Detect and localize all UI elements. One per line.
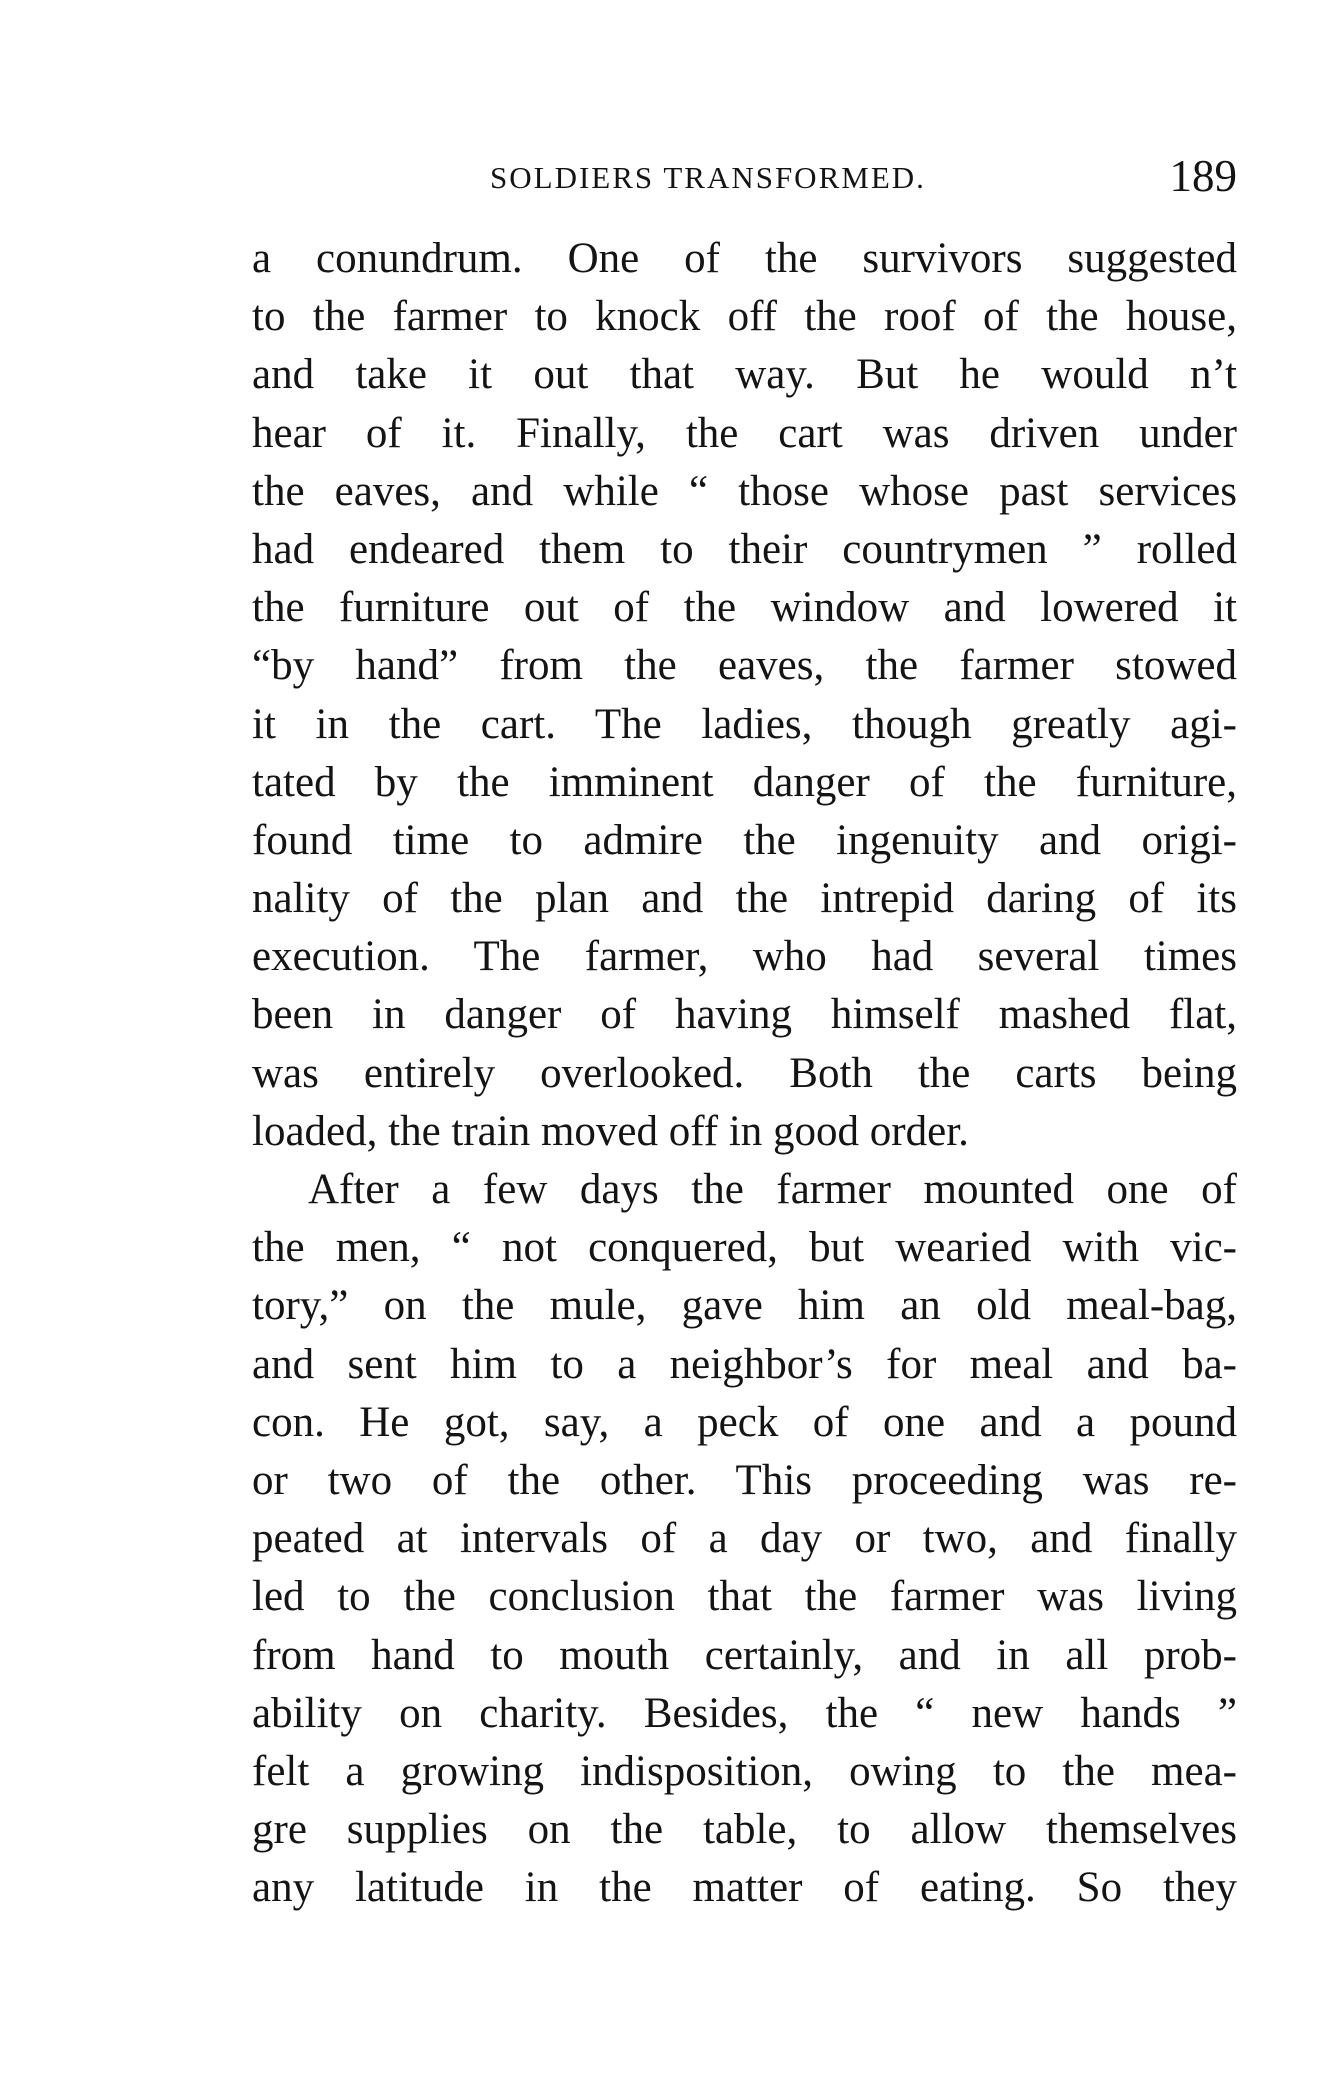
text-line: to the farmer to knock off the roof of the house, (252, 293, 1237, 341)
text-line: tated by the imminent danger of the furniture, (252, 758, 1237, 806)
text-line: tory,” on the mule, gave him an old meal-bag, (252, 1282, 1237, 1330)
text-line: nality of the plan and the intrepid daring of its (252, 875, 1237, 923)
text-line: hear of it. Finally, the cart was driven under (252, 409, 1237, 457)
text-line: any latitude in the matter of eating. So they (252, 1864, 1237, 1912)
text-line: After a few days the farmer mounted one of (308, 1166, 1237, 1213)
text-line: the eaves, and while “ those whose past services (252, 467, 1237, 515)
running-head (252, 150, 1237, 210)
text-line: execution. The farmer, who had several times (252, 933, 1237, 981)
text-line: was entirely overlooked. Both the carts being (252, 1049, 1237, 1097)
running-title: SOLDIERS TRANSFORMED. (490, 160, 926, 195)
text-line: ability on charity. Besides, the “ new hands ” (252, 1689, 1237, 1737)
text-line: and take it out that way. But he would n’t (252, 351, 1237, 399)
text-line: led to the conclusion that the farmer was living (252, 1573, 1237, 1621)
paragraph-2 (252, 1161, 1237, 1917)
text-line: been in danger of having himself mashed flat, (252, 991, 1237, 1039)
text-line: loaded, the train moved off in good order. (252, 1107, 969, 1155)
text-line: or two of the other. This proceeding was re- (252, 1456, 1237, 1504)
body-text (252, 230, 1237, 1917)
page-number: 189 (1169, 151, 1237, 201)
text-line: from hand to mouth certainly, and in all prob- (252, 1631, 1237, 1679)
text-line: peated at intervals of a day or two, and finally (252, 1515, 1237, 1563)
text-line: found time to admire the ingenuity and origi- (252, 816, 1237, 864)
text-line: it in the cart. The ladies, though greatly agi- (252, 700, 1237, 748)
text-line: the furniture out of the window and lowered it (252, 584, 1237, 632)
text-line: con. He got, say, a peck of one and a pound (252, 1398, 1237, 1446)
text-line: a conundrum. One of the survivors suggested (252, 235, 1237, 282)
text-line: “by hand” from the eaves, the farmer stowed (252, 642, 1237, 690)
text-line: felt a growing indisposition, owing to the mea- (252, 1747, 1237, 1795)
text-line: and sent him to a neighbor’s for meal and ba- (252, 1340, 1237, 1388)
text-line: gre supplies on the table, to allow themselves (252, 1806, 1237, 1854)
text-line: had endeared them to their countrymen ” rolled (252, 525, 1237, 573)
text-line: the men, “ not conquered, but wearied with vic- (252, 1224, 1237, 1272)
paragraph-1 (252, 230, 1237, 1161)
